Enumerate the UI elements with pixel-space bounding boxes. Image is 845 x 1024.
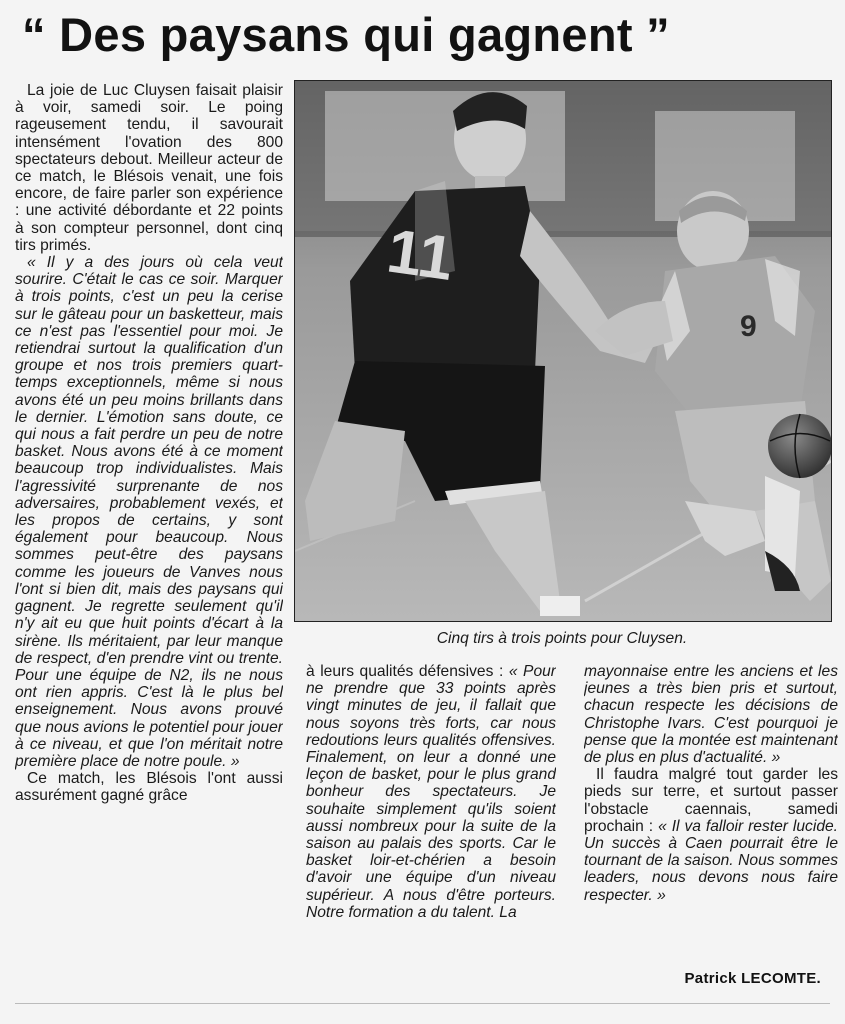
col1-paragraph-outro: Ce match, les Blésois l'ont aussi assurément gagné grâce xyxy=(15,770,283,805)
basketball-players-illustration xyxy=(295,81,831,621)
basketball-photo xyxy=(294,80,832,622)
col3-quote-text: « Il va falloir rester lucide. Un succès à Caen pourrait être le tournant de la saison. Nous sommes leaders, nous devons nous faire respecter. » xyxy=(584,817,838,904)
col1-paragraph-quote: « Il y a des jours où cela veut sourire. C'était le cas ce soir. Marquer à trois points, c'est un peu la cerise sur le gâteau pour un basketteur, mais ce n'est pas l'essentiel pour moi. Je retiendrai surtout la qualification d'un groupe et nos trois premiers quart-temps exceptionnels, même si nous avons été un peu moins brillants dans le dernier. L'émotion sans doute, ce qui nous a fait perdre un peu de notre basket. Nous avons été à ce moment beaucoup trop individualistes. Mais l'agressivité surprenante de nos adversaires, probablement vexés, et les propos de certains, y sont également pour beaucoup. Nous sommes peut-être des paysans comme les joueurs de Vanves nous l'ont si bien dit, mais des paysans qui gagnent. Je regrette seulement qu'il n'y ait eu que huit points d'écart à la sirène. Ils méritaient, par leur manque de respect, d'en prendre vint ou trente. Pour une équipe de N2, ils ne nous ont rien appris. C'est là le plus bel enseignement. Nous avons prouvé que nous avions le potentiel pour jouer à ce niveau, et que l'on méritait notre première place de notre poule. » xyxy=(15,254,283,770)
bottom-divider xyxy=(15,1003,830,1004)
article-column-2 xyxy=(306,663,556,998)
col2-lead-text: à leurs qualités défensives : xyxy=(306,663,504,680)
col2-paragraph xyxy=(306,663,556,921)
col1-paragraph-intro: La joie de Luc Cluysen faisait plaisir à voir, samedi soir. Le poing rageusement tendu, il savourait intensément l'ovation des 800 spectateurs debout. Meilleur acteur de ce match, le Blésois venait, une fois encore, de faire parler son expérience : une activité débordante et 22 points à son compteur personnel, dont cinq tirs primés. xyxy=(15,82,283,254)
col2-quote-text: « Pour ne prendre que 33 points après vingt minutes de jeu, il fallait que nous soyons très forts, car nous redoutions leurs qualités offensives. Finalement, on leur a donné une leçon de basket, pour le plus grand bonheur des spectateurs. Je souhaite simplement qu'ils soient aussi nombreux pour la suite de la saison au palais des sports. Car le basket loir-et-chérien a besoin d'avoir une équipe d'un niveau supérieur. A nous d'être porteurs. Notre formation a du talent. La xyxy=(306,663,556,921)
col3-lead-text: Il faudra malgré tout garder les pieds sur terre, et surtout passer l'obstacle caennais, samedi prochain : xyxy=(584,766,838,835)
col3-paragraph-final xyxy=(584,766,838,904)
article-headline: “ Des paysans qui gagnent ” xyxy=(22,8,670,61)
jersey-number-left: 11 xyxy=(383,216,458,294)
photo-caption: Cinq tirs à trois points pour Cluysen. xyxy=(436,630,688,647)
article-column-1 xyxy=(15,82,283,1000)
author-signature: Patrick LECOMTE. xyxy=(684,970,821,987)
jersey-number-right: 9 xyxy=(740,310,757,343)
article-column-3 xyxy=(584,663,838,963)
col3-paragraph-quote-end: mayonnaise entre les anciens et les jeunes a très bien pris et surtout, chacun respecte les décisions de Christophe Ivars. C'est pourquoi je pense que la montée est maintenant de plus en plus d'actualité. » xyxy=(584,663,838,767)
